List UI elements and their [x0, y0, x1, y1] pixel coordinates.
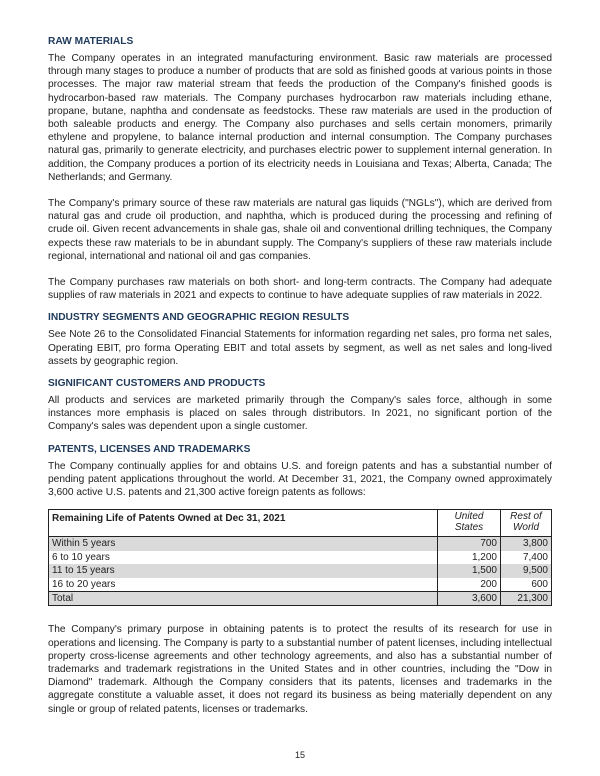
- industry-segments-paragraph: See Note 26 to the Consolidated Financial Statements for information regarding net sales, pro forma net sales, Operating EBIT, pro forma Operating EBIT and total assets by segment, as well as net sales and long-lived assets by geographic region.: [48, 329, 552, 367]
- row-world-value: 7,400: [501, 551, 552, 564]
- table-header-label: Remaining Life of Patents Owned at Dec 31, 2021: [49, 510, 438, 537]
- row-label: 11 to 15 years: [49, 564, 438, 577]
- row-world-value: 9,500: [501, 564, 552, 577]
- total-us-value: 3,600: [438, 591, 501, 605]
- heading-raw-materials: RAW MATERIALS: [48, 36, 134, 47]
- row-label: 16 to 20 years: [49, 578, 438, 592]
- row-label: Within 5 years: [49, 537, 438, 551]
- table-row: [49, 551, 552, 564]
- row-world-value: 3,800: [501, 537, 552, 551]
- page-number: 15: [294, 750, 305, 760]
- row-world-value: 600: [501, 578, 552, 592]
- table-row: [49, 537, 552, 551]
- table-row: [49, 578, 552, 592]
- total-world-value: 21,300: [501, 591, 552, 605]
- table-total-row: [49, 591, 552, 605]
- heading-significant-customers: SIGNIFICANT CUSTOMERS AND PRODUCTS: [48, 378, 266, 390]
- row-us-value: 1,200: [438, 551, 501, 564]
- row-label: 6 to 10 years: [49, 551, 438, 564]
- significant-customers-paragraph: All products and services are marketed primarily through the Company's sales force, although in some instances more emphasis is placed on sales through distributors. In 2021, no significant portion of the Company's sales was dependent upon a single customer.: [48, 395, 552, 433]
- raw-materials-paragraph-2: The Company's primary source of these raw materials are natural gas liquids ("NGLs"), which are derived from natural gas and crude oil production, and naphtha, which is produced during the processing and refining of crude oil. Given recent advancements in shale gas, shale oil and conventional drilling techniques, the Company expects these raw materials to be in abundant supply. The Company's suppliers of these raw materials include regional, international and national oil and gas companies.: [48, 198, 552, 262]
- table-header-row: [49, 510, 552, 537]
- document-page: [48, 36, 552, 716]
- patent-life-table: [48, 509, 552, 606]
- raw-materials-paragraph-1: The Company operates in an integrated manufacturing environment. Basic raw materials are processed through many stages to produce a number of products that are sold as finished goods at various points in those processes. The major raw material stream that feeds the production of the Company's finished goods is hydrocarbon-based raw materials. The Company purchases hydrocarbon raw materials including ethane, propane, butane, naphtha and condensate as feedstocks. These raw materials are used in the production of both saleable products and energy. The Company also purchases and sells certain monomers, primarily ethylene and propylene, to balance internal production and internal consumption. The Company purchases natural gas, primarily to generate electricity, and purchases electric power to supplement internal generation. In addition, the Company produces a portion of its electricity needs in Louisiana and Texas; Alberta, Canada; The Netherlands; and Germany.: [48, 53, 552, 183]
- heading-industry-segments: INDUSTRY SEGMENTS AND GEOGRAPHIC REGION RESULTS: [48, 312, 350, 324]
- row-us-value: 1,500: [438, 564, 501, 577]
- row-us-value: 200: [438, 578, 501, 592]
- table-header-rest-of-world: Rest of World: [501, 510, 552, 537]
- table-header-united-states: United States: [438, 510, 501, 537]
- patents-paragraph: The Company continually applies for and obtains U.S. and foreign patents and has a substantial number of pending patent applications throughout the world. At December 31, 2021, the Company owned approximately 3,600 active U.S. patents and 21,300 active foreign patents as follows:: [48, 460, 552, 499]
- table-row: [49, 564, 552, 577]
- total-label: Total: [49, 591, 438, 605]
- heading-patents: PATENTS, LICENSES AND TRADEMARKS: [48, 443, 251, 455]
- patents-closing-paragraph: The Company's primary purpose in obtaining patents is to protect the results of its research for use in operations and licensing. The Company is party to a substantial number of patent licenses, including intellectual property cross-license agreements and other technology agreements, and also has a substantial number of trademarks and trademark registrations in the United States and in other countries, including the "Dow in Diamond" trademark. Although the Company considers that its patents, licenses and trademarks in the aggregate constitute a valuable asset, it does not regard its business as being materially dependent on any single or group of related patents, licenses or trademarks.: [48, 624, 552, 715]
- raw-materials-paragraph-3: The Company purchases raw materials on both short- and long-term contracts. The Company had adequate supplies of raw materials in 2021 and expects to continue to have adequate supplies of raw materials in 2022.: [48, 277, 552, 302]
- row-us-value: 700: [438, 537, 501, 551]
